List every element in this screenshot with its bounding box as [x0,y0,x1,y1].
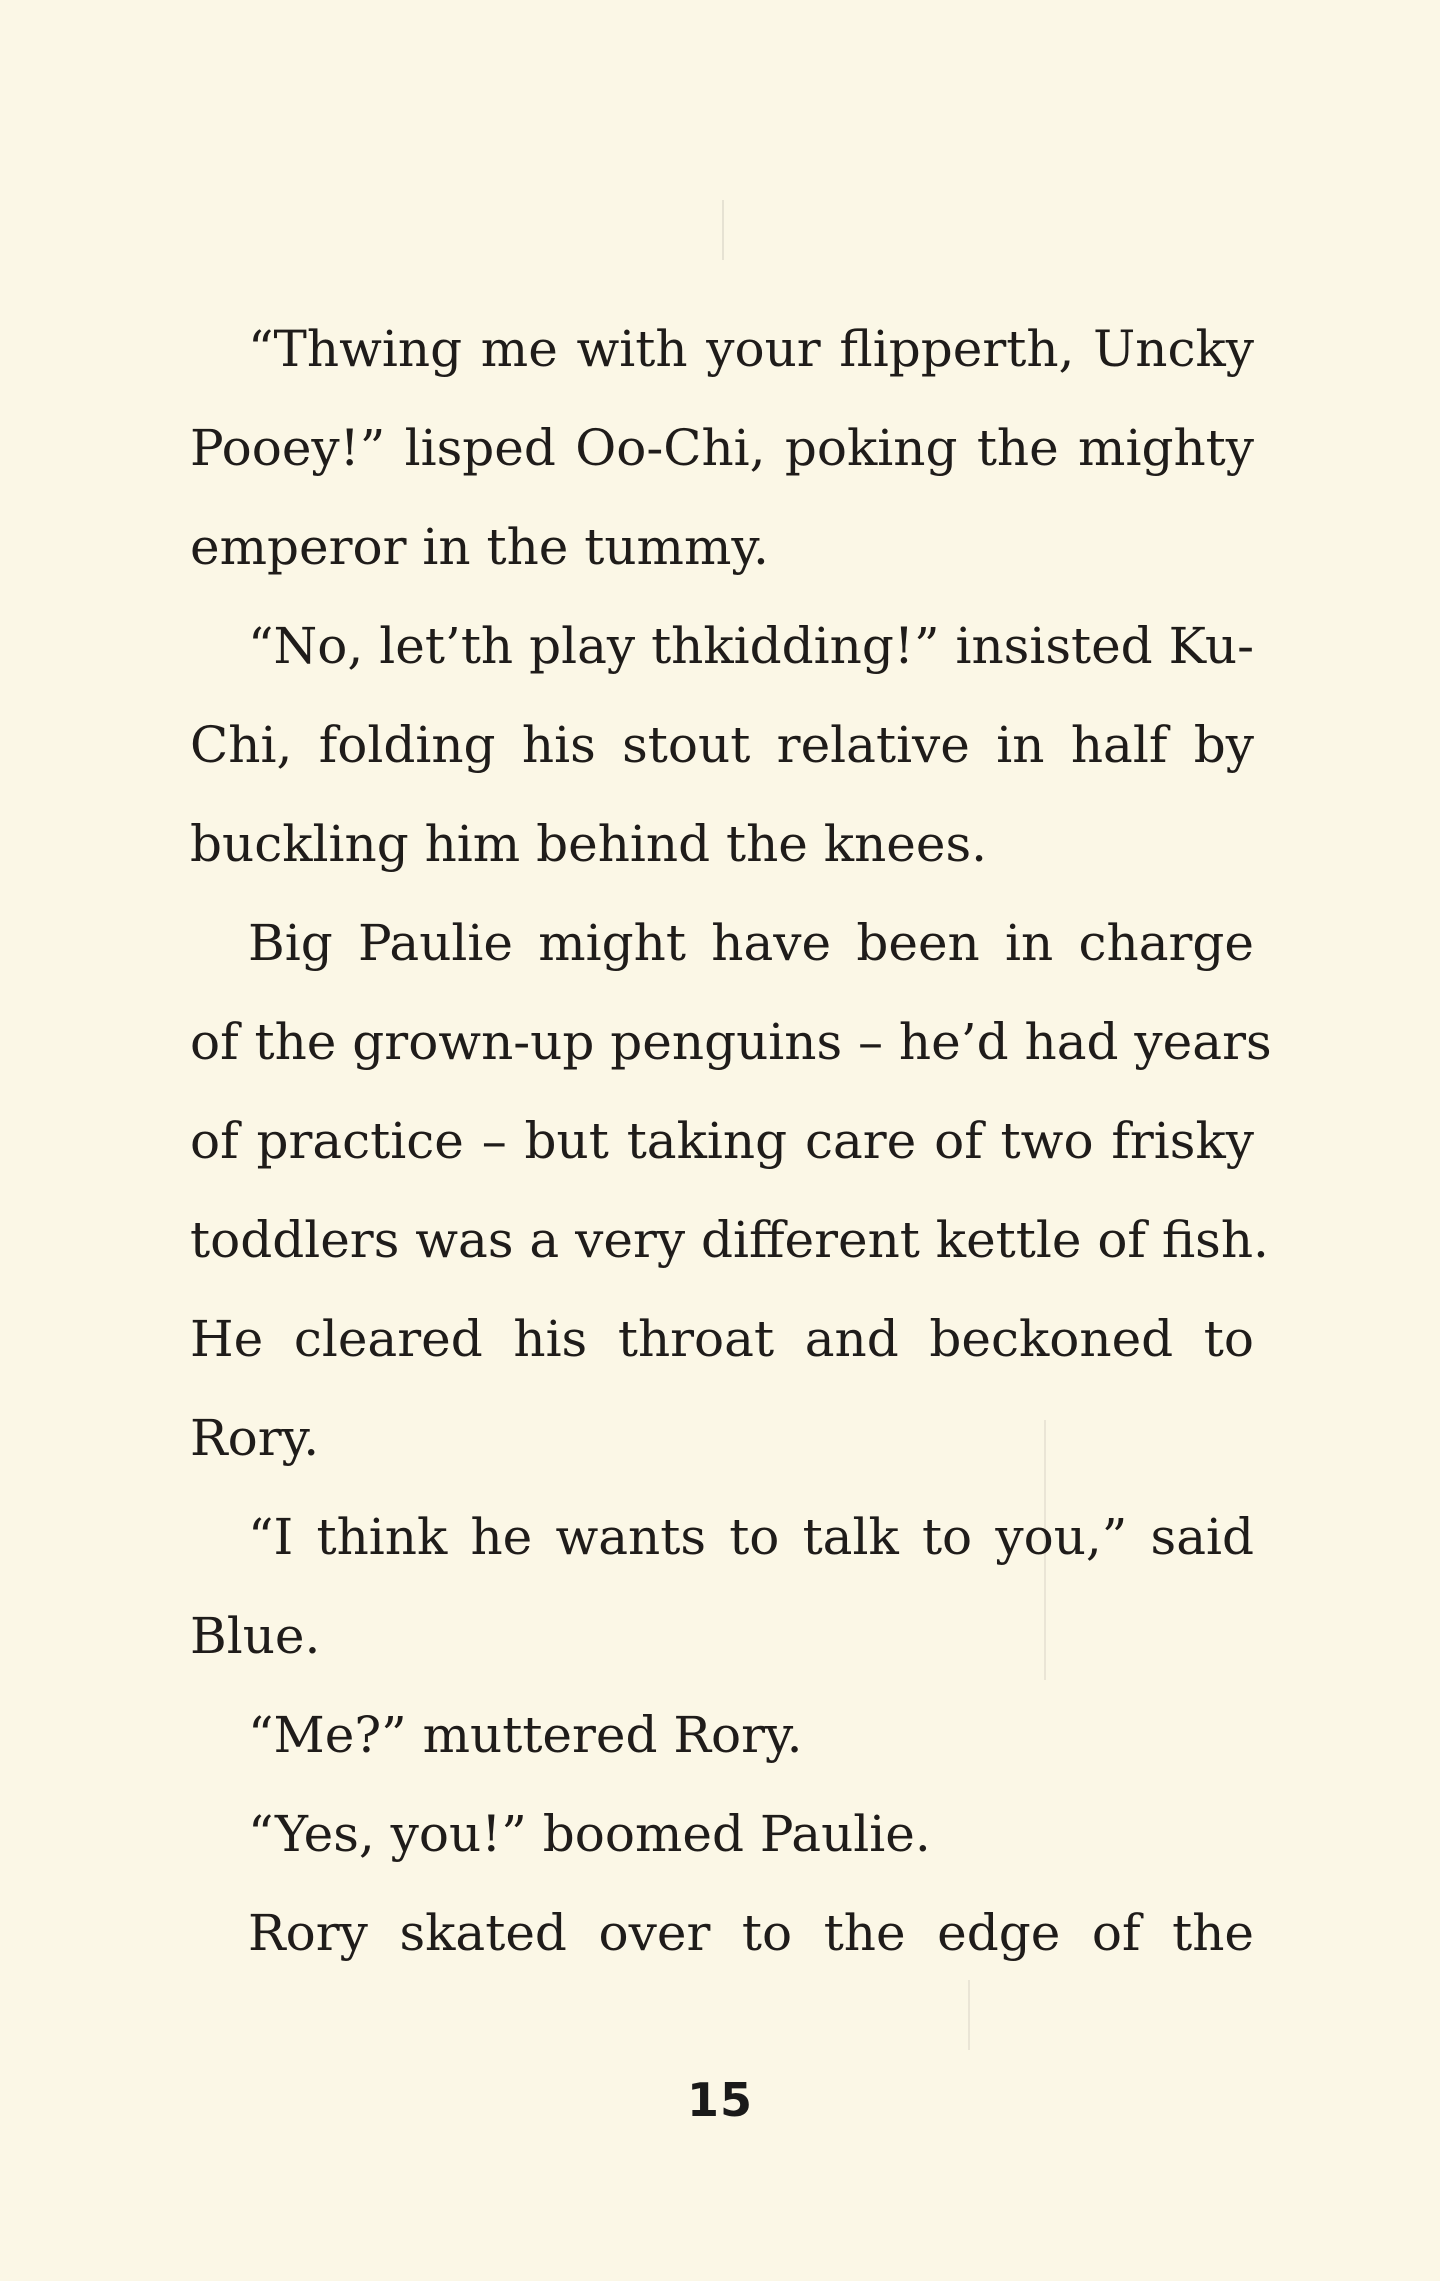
text-line: “No, let’th play thkidding!” insisted Ku- [248,617,1254,675]
text-line: buckling him behind the knees. [190,815,987,873]
scan-artifact-mark [968,1980,970,2050]
text-line: emperor in the tummy. [190,518,769,576]
page-number: 15 [686,2073,753,2127]
text-line: “Me?” muttered Rory. [248,1706,803,1764]
text-line: Rory skated over to the edge of the [248,1904,1254,1962]
text-line: Pooey!” lisped Oo-Chi, poking the mighty [190,419,1254,477]
text-line: of the grown-up penguins – he’d had years [190,1013,1272,1071]
text-line: Big Paulie might have been in charge [248,914,1254,972]
text-line: He cleared his throat and beckoned to [190,1310,1254,1368]
text-line: Chi, folding his stout relative in half by [190,716,1254,774]
text-line: of practice – but taking care of two frisky [190,1112,1254,1170]
text-line: “Thwing me with your flipperth, Uncky [248,320,1254,378]
text-line: “Yes, you!” boomed Paulie. [248,1805,931,1863]
text-line: toddlers was a very different kettle of fish. [190,1211,1269,1269]
text-line: Rory. [190,1409,320,1467]
text-line: Blue. [190,1607,321,1665]
text-line: “I think he wants to talk to you,” said [248,1508,1254,1566]
body-text [190,300,1272,1983]
scan-artifact-mark [722,200,724,260]
